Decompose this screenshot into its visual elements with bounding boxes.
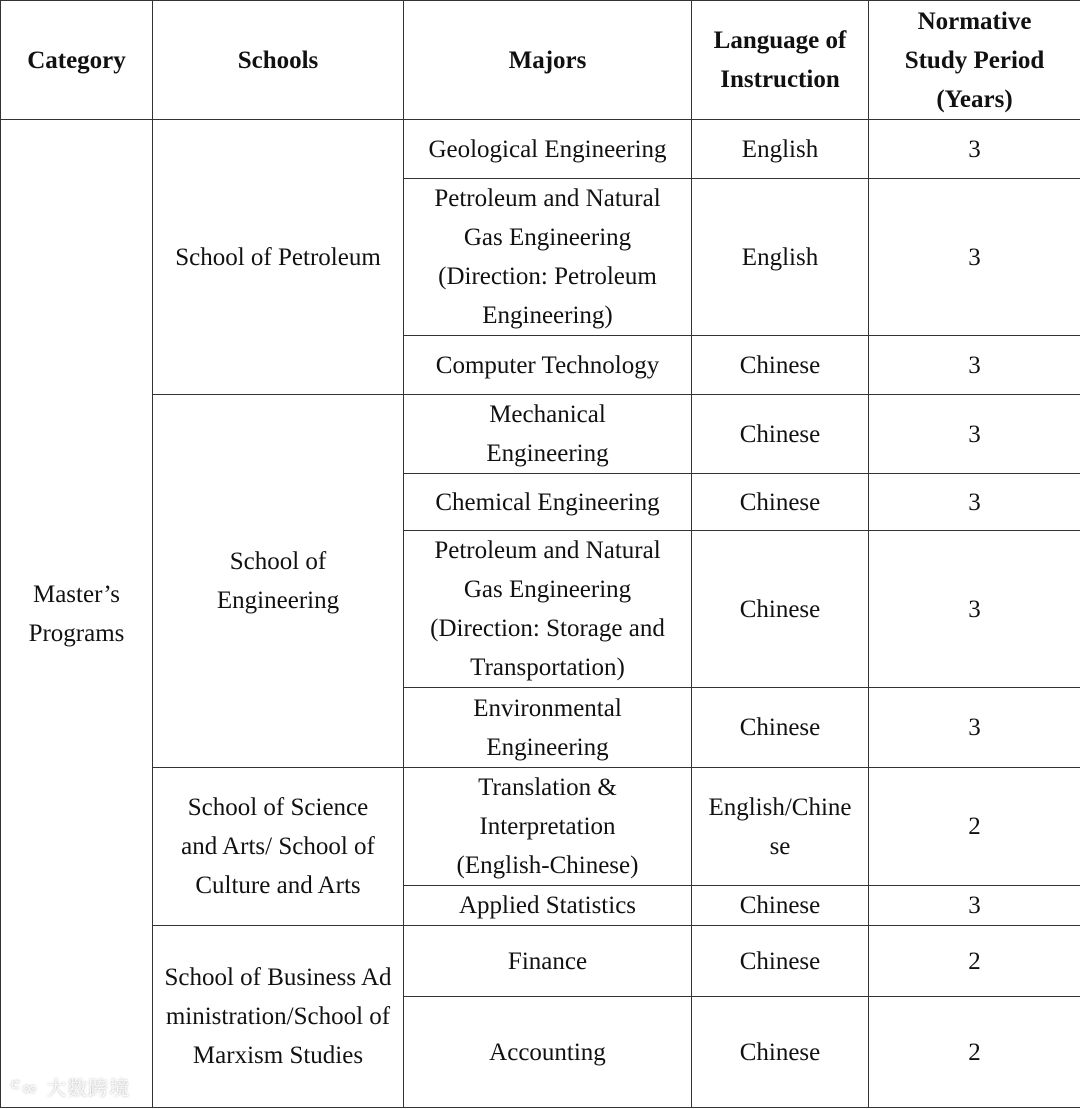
- language-cell: Chinese: [692, 395, 869, 474]
- years-cell: 2: [869, 768, 1080, 886]
- years-cell: 2: [869, 926, 1080, 997]
- years-cell: 2: [869, 997, 1080, 1108]
- school-cell: School of Business Administration/School of Marxism Studies: [153, 926, 404, 1108]
- language-cell: Chinese: [692, 886, 869, 926]
- years-cell: 3: [869, 395, 1080, 474]
- table-row: [1, 768, 1080, 886]
- major-cell: Applied Statistics: [404, 886, 692, 926]
- header-row: [1, 1, 1080, 120]
- school-cell: School of Petroleum: [153, 120, 404, 395]
- years-cell: 3: [869, 688, 1080, 768]
- major-cell: Mechanical Engineering: [404, 395, 692, 474]
- language-cell: Chinese: [692, 531, 869, 688]
- table-row: [1, 926, 1080, 997]
- category-cell: Master’s Programs: [1, 120, 153, 1108]
- years-cell: 3: [869, 120, 1080, 179]
- language-cell: Chinese: [692, 336, 869, 395]
- school-cell: School of Engineering: [153, 395, 404, 768]
- major-cell: Finance: [404, 926, 692, 997]
- major-cell: Computer Technology: [404, 336, 692, 395]
- watermark-text: 大数跨境: [46, 1076, 131, 1100]
- years-cell: 3: [869, 474, 1080, 531]
- header-schools: Schools: [153, 1, 404, 120]
- major-cell: Accounting: [404, 997, 692, 1108]
- language-cell: English/Chinese: [692, 768, 869, 886]
- language-cell: Chinese: [692, 688, 869, 768]
- header-period: Normative Study Period (Years): [869, 1, 1080, 120]
- language-cell: Chinese: [692, 926, 869, 997]
- years-cell: 3: [869, 336, 1080, 395]
- major-cell: Petroleum and Natural Gas Engineering (Direction: Storage and Transportation): [404, 531, 692, 688]
- language-cell: Chinese: [692, 474, 869, 531]
- table-row: [1, 120, 1080, 179]
- major-cell: Translation & Interpretation (English-Chinese): [404, 768, 692, 886]
- major-cell: Petroleum and Natural Gas Engineering (Direction: Petroleum Engineering): [404, 179, 692, 336]
- major-cell: Environmental Engineering: [404, 688, 692, 768]
- watermark: [10, 1072, 130, 1101]
- header-language: Language of Instruction: [692, 1, 869, 120]
- watermark-logo-icon: ᕪ∞: [10, 1076, 39, 1100]
- school-cell: School of Science and Arts/ School of Culture and Arts: [153, 768, 404, 926]
- years-cell: 3: [869, 531, 1080, 688]
- language-cell: English: [692, 179, 869, 336]
- major-cell: Chemical Engineering: [404, 474, 692, 531]
- header-majors: Majors: [404, 1, 692, 120]
- language-cell: English: [692, 120, 869, 179]
- header-category: Category: [1, 1, 153, 120]
- years-cell: 3: [869, 179, 1080, 336]
- language-cell: Chinese: [692, 997, 869, 1108]
- years-cell: 3: [869, 886, 1080, 926]
- table-row: [1, 395, 1080, 474]
- major-cell: Geological Engineering: [404, 120, 692, 179]
